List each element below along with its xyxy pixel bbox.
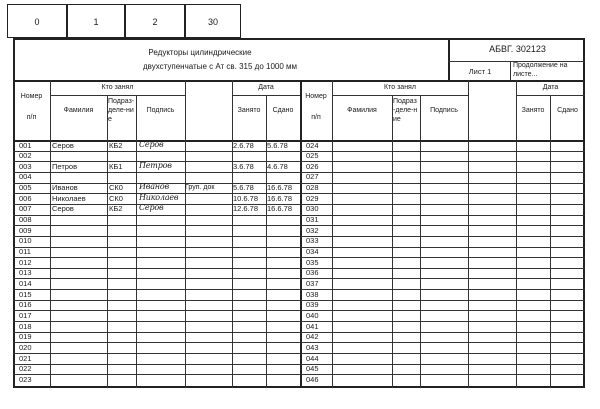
right-row-number: 038 bbox=[306, 289, 319, 299]
table-row bbox=[13, 290, 300, 301]
row-surname: Николаев bbox=[52, 193, 86, 203]
row-returned: 4.6.78 bbox=[267, 161, 288, 171]
row-signature: Петров bbox=[139, 160, 172, 170]
who-took-underline-right bbox=[332, 95, 468, 96]
row-number: 006 bbox=[19, 193, 32, 203]
title-line-2: двухступенчатые с Ат св. 315 до 1000 мм bbox=[142, 62, 298, 71]
row-number: 014 bbox=[19, 278, 32, 288]
row-subdivision: КБ2 bbox=[109, 204, 123, 214]
row-number: 002 bbox=[19, 151, 32, 161]
right-row-number: 043 bbox=[306, 342, 319, 352]
row-subdivision: КБ1 bbox=[109, 161, 123, 171]
right-row-number: 034 bbox=[306, 247, 319, 256]
header-taken-right: Занято bbox=[521, 107, 545, 114]
row-note: Груп. док bbox=[185, 184, 215, 192]
right-row-number: 046 bbox=[306, 374, 319, 384]
header-signature-right: Подпись bbox=[430, 107, 458, 114]
right-row-number: 035 bbox=[306, 257, 319, 267]
right-row-number: 025 bbox=[306, 151, 319, 161]
table-row bbox=[13, 343, 300, 354]
right-row-number: 032 bbox=[306, 225, 319, 235]
row-surname: Серов bbox=[52, 204, 74, 214]
right-row-number: 027 bbox=[306, 172, 319, 182]
right-row-number: 037 bbox=[306, 278, 319, 288]
sheet-number: Лист 1 bbox=[468, 67, 492, 76]
right-row-number: 026 bbox=[306, 161, 319, 171]
row-number: 003 bbox=[19, 161, 32, 171]
right-row-number: 045 bbox=[306, 364, 319, 374]
table-row bbox=[13, 364, 300, 375]
date-underline bbox=[232, 95, 300, 96]
row-number: 007 bbox=[19, 204, 32, 214]
header-subdivision-right: Подраз-деле-ние bbox=[393, 98, 418, 123]
row-returned: 16.6.78 bbox=[267, 204, 293, 214]
row-number: 018 bbox=[19, 321, 32, 331]
row-returned: 16.6.78 bbox=[267, 183, 293, 193]
header-surname-left: Фамилия bbox=[63, 107, 94, 114]
right-row-number: 033 bbox=[306, 236, 319, 246]
header-subdivision-left: Подраз-деле-ние bbox=[108, 98, 135, 123]
right-row-number: 041 bbox=[306, 321, 319, 331]
header-number-left: Номер bbox=[20, 93, 43, 100]
title-divider bbox=[448, 38, 450, 80]
document-code: АБВГ. 302123 bbox=[489, 44, 546, 54]
table-row bbox=[13, 279, 300, 290]
row-surname: Петров bbox=[52, 161, 78, 171]
sheet-divider bbox=[510, 61, 511, 80]
table-row bbox=[13, 236, 300, 247]
row-number: 012 bbox=[19, 257, 32, 267]
row-number: 010 bbox=[19, 236, 32, 246]
header-date-left: Дата bbox=[258, 84, 274, 91]
table-row bbox=[13, 226, 300, 237]
title-bottom-line bbox=[13, 80, 585, 82]
right-row-number: 029 bbox=[306, 193, 319, 203]
title-line-1: Редукторы цилиндрические bbox=[148, 48, 252, 57]
header-who-took-right: Кто занял bbox=[384, 84, 416, 91]
right-row-number: 040 bbox=[306, 310, 319, 320]
row-number: 009 bbox=[19, 225, 32, 235]
table-row bbox=[13, 311, 300, 322]
table-row bbox=[13, 332, 300, 343]
row-signature: Серов bbox=[139, 139, 164, 149]
row-number: 001 bbox=[19, 140, 32, 150]
who-took-underline bbox=[50, 95, 185, 96]
row-signature: Николаев bbox=[139, 192, 179, 202]
right-row-number: 044 bbox=[306, 353, 319, 363]
row-returned: 5.6.78 bbox=[267, 140, 288, 150]
row-surname: Иванов bbox=[52, 183, 78, 193]
row-number: 022 bbox=[19, 364, 32, 374]
row-number: 013 bbox=[19, 268, 32, 278]
top-tab-0: 0 bbox=[7, 4, 67, 38]
row-number: 023 bbox=[19, 374, 32, 384]
row-number: 015 bbox=[19, 289, 32, 299]
right-row-number: 028 bbox=[306, 183, 319, 193]
row-number: 008 bbox=[19, 215, 32, 225]
header-date-right: Дата bbox=[542, 84, 559, 91]
continuation-label: Продолжение на листе... bbox=[513, 62, 568, 78]
row-number: 021 bbox=[19, 353, 32, 363]
right-col-line bbox=[392, 95, 393, 388]
header-signature-left: Подпись bbox=[146, 107, 175, 114]
top-tab-3: 30 bbox=[185, 4, 241, 38]
right-col-line bbox=[550, 95, 551, 388]
header-np-right: п/п bbox=[311, 114, 321, 121]
row-taken: 5.6.78 bbox=[233, 183, 254, 193]
header-np-left: п/п bbox=[26, 114, 37, 121]
row-number: 016 bbox=[19, 300, 32, 310]
row-subdivision: СК0 bbox=[109, 183, 123, 193]
row-taken: 3.6.78 bbox=[233, 161, 254, 171]
header-surname-right: Фамилия bbox=[347, 107, 377, 114]
row-number: 011 bbox=[19, 247, 31, 256]
table-row bbox=[13, 247, 300, 258]
right-row-number: 039 bbox=[306, 300, 319, 310]
top-tab-2: 2 bbox=[125, 4, 185, 38]
row-number: 019 bbox=[19, 332, 32, 342]
right-row-number: 031 bbox=[306, 215, 319, 225]
table-row bbox=[13, 300, 300, 311]
row-subdivision: СК0 bbox=[109, 193, 123, 203]
table-row bbox=[13, 354, 300, 365]
header-returned-left: Сдано bbox=[272, 107, 294, 114]
row-number: 005 bbox=[19, 183, 32, 193]
right-row-number: 024 bbox=[306, 140, 319, 150]
row-subdivision: КБ2 bbox=[109, 140, 123, 150]
table-row bbox=[13, 258, 300, 269]
row-signature: Серов bbox=[139, 203, 164, 213]
top-tab-1: 1 bbox=[67, 4, 125, 38]
table-row bbox=[13, 268, 300, 279]
right-row-number: 042 bbox=[306, 332, 319, 342]
row-taken: 12.6.78 bbox=[233, 204, 259, 214]
row-taken: 2.6.78 bbox=[233, 140, 254, 150]
date-underline-right bbox=[516, 95, 585, 96]
row-taken: 10.6.78 bbox=[233, 193, 259, 203]
right-row-number: 030 bbox=[306, 204, 319, 214]
right-col-line bbox=[420, 95, 421, 388]
row-returned: 16.6.78 bbox=[267, 193, 293, 203]
table-row bbox=[13, 322, 300, 333]
header-returned-right: Сдано bbox=[557, 107, 578, 114]
table-row bbox=[13, 215, 300, 226]
row-signature: Иванов bbox=[139, 182, 169, 192]
header-who-took-left: Кто занял bbox=[101, 84, 134, 91]
header-number-right: Номер bbox=[305, 93, 327, 100]
row-surname: Серов bbox=[52, 140, 74, 150]
row-number: 017 bbox=[19, 310, 32, 320]
right-row-number: 036 bbox=[306, 268, 319, 278]
row-number: 020 bbox=[19, 342, 32, 352]
table-row bbox=[13, 375, 300, 386]
row-number: 004 bbox=[19, 172, 32, 182]
header-taken-left: Занято bbox=[237, 107, 261, 114]
